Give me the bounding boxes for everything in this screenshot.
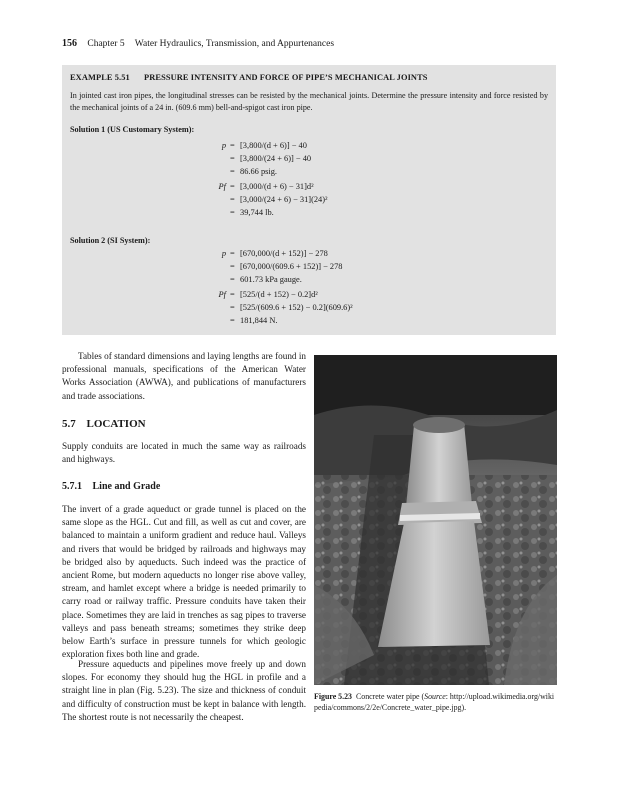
paragraph-tables: Tables of standard dimensions and laying lengths are found in professional manuals, specifications of the American Water Works Association (AWWA), and publications of manufacturers and trade associations. xyxy=(62,351,306,401)
equals-sign: = xyxy=(230,141,235,150)
equals-sign: = xyxy=(230,290,235,299)
equation-rhs: [670,000/(d + 152)] − 278 xyxy=(240,249,328,258)
equation-rhs: 181,844 N. xyxy=(240,316,278,325)
figure-caption xyxy=(314,691,558,713)
solution2-heading: Solution 2 (SI System): xyxy=(70,236,151,245)
concrete-pipe-photo xyxy=(314,355,557,685)
running-header xyxy=(62,38,334,49)
chapter-label: Chapter 5 xyxy=(87,39,125,49)
equals-sign: = xyxy=(230,182,235,191)
equation-rhs: 39,744 lb. xyxy=(240,208,274,217)
paragraph-pressure-aqueducts: Pressure aqueducts and pipelines move freely up and down slopes. For economy they should hug the HGL in profile and a straight line in plan (Fig. 5.23). The size and thickness of conduit and difficulty of construction must be kept in balance with length. The shortest route is not necessarily the cheapest. xyxy=(62,659,306,722)
example-number: EXAMPLE 5.51 xyxy=(70,73,130,82)
source-word: Source xyxy=(424,692,446,701)
equals-sign: = xyxy=(230,262,235,271)
figure-photo xyxy=(314,355,557,685)
equals-sign: = xyxy=(230,249,235,258)
section-heading xyxy=(62,418,146,430)
subsection-heading xyxy=(62,481,160,492)
example-problem: In jointed cast iron pipes, the longitudinal stresses can be resisted by the mechanical joints. Determine the pressure intensity and force resisted by the mechanical joints of a 24 in. (609.6 mm) bell-and-spigot cast iron pipe. xyxy=(70,91,548,112)
equation-rhs: [3,000/(24 + 6) − 31](24)² xyxy=(240,195,328,204)
equals-sign: = xyxy=(230,208,235,217)
subsection-number: 5.7.1 xyxy=(62,481,82,492)
section-number: 5.7 xyxy=(62,418,76,430)
equation-rhs: [3,800/(24 + 6)] − 40 xyxy=(240,154,312,163)
caption-text: Concrete water pipe ( xyxy=(356,692,425,701)
equals-sign: = xyxy=(230,195,235,204)
example-title: PRESSURE INTENSITY AND FORCE OF PIPE’S MECHANICAL JOINTS xyxy=(144,73,428,82)
equation-line xyxy=(214,315,277,327)
equation-line xyxy=(214,261,343,273)
subsection-title: Line and Grade xyxy=(92,481,161,492)
equals-sign: = xyxy=(230,303,235,312)
paragraph-location: Supply conduits are located in much the same way as railroads and highways. xyxy=(62,441,306,465)
equation-lhs: Pf xyxy=(218,182,226,191)
equation-line xyxy=(214,153,311,165)
equation-line xyxy=(214,181,314,193)
equals-sign: = xyxy=(230,167,235,176)
equation-line xyxy=(214,289,318,301)
example-heading xyxy=(70,73,428,82)
equation-rhs: 601.73 kPa gauge. xyxy=(240,275,302,284)
chapter-title: Water Hydraulics, Transmission, and Appurtenances xyxy=(134,39,335,49)
equation-line xyxy=(214,274,302,286)
equals-sign: = xyxy=(230,275,235,284)
figure-label: Figure 5.23 xyxy=(314,692,352,701)
equation-lhs: Pf xyxy=(218,290,226,299)
paragraph-line-grade: The invert of a grade aqueduct or grade tunnel is placed on the same slope as the HGL. Cut and fill, as well as cut and cover, are balanced to maintain a uniform gradient and reduce haul. Valleys and rivers that would be bridged by railroads and highways may be bridged also by aqueducts. Such indeed was the practice of ancient Rome, but modern aqueducts no longer rise above valley, stream, and hamlet except where a bridge is needed primarily to carry road or railway traffic. Pressure conduits have taken their place. Sometimes they are laid in trenches as sag pipes to traverse valleys and pass beneath streams; sometimes they strike deep below Earth’s surface in pressure tunnels for which geologic exploration fixes both line and grade. xyxy=(62,504,306,660)
equation-rhs: [3,800/(d + 6)] − 40 xyxy=(240,141,307,150)
page-number: 156 xyxy=(62,38,77,49)
equals-sign: = xyxy=(230,154,235,163)
equals-sign: = xyxy=(230,316,235,325)
equation-line xyxy=(214,194,328,206)
equation-line xyxy=(214,302,353,314)
equation-line xyxy=(214,166,277,178)
equation-rhs: [3,000/(d + 6) − 31]d² xyxy=(240,182,314,191)
equation-rhs: 86.66 psig. xyxy=(240,167,277,176)
section-title: LOCATION xyxy=(86,418,146,430)
source-url: : http://upload.wikimedia.org/wikipedia/commons/2/2e/Concrete_water_pipe.jpg). xyxy=(314,692,555,712)
example-box xyxy=(62,65,556,335)
equation-lhs: p xyxy=(221,249,226,258)
equation-line xyxy=(214,207,274,219)
solution1-heading: Solution 1 (US Customary System): xyxy=(70,125,195,134)
equation-line xyxy=(214,140,307,152)
equation-rhs: [525/(609.6 + 152) − 0.2](609.6)² xyxy=(240,303,353,312)
equation-line xyxy=(214,248,328,260)
equation-rhs: [525/(d + 152) − 0.2]d² xyxy=(240,290,318,299)
equation-rhs: [670,000/(609.6 + 152)] − 278 xyxy=(240,262,343,271)
equation-lhs: p xyxy=(221,141,226,150)
